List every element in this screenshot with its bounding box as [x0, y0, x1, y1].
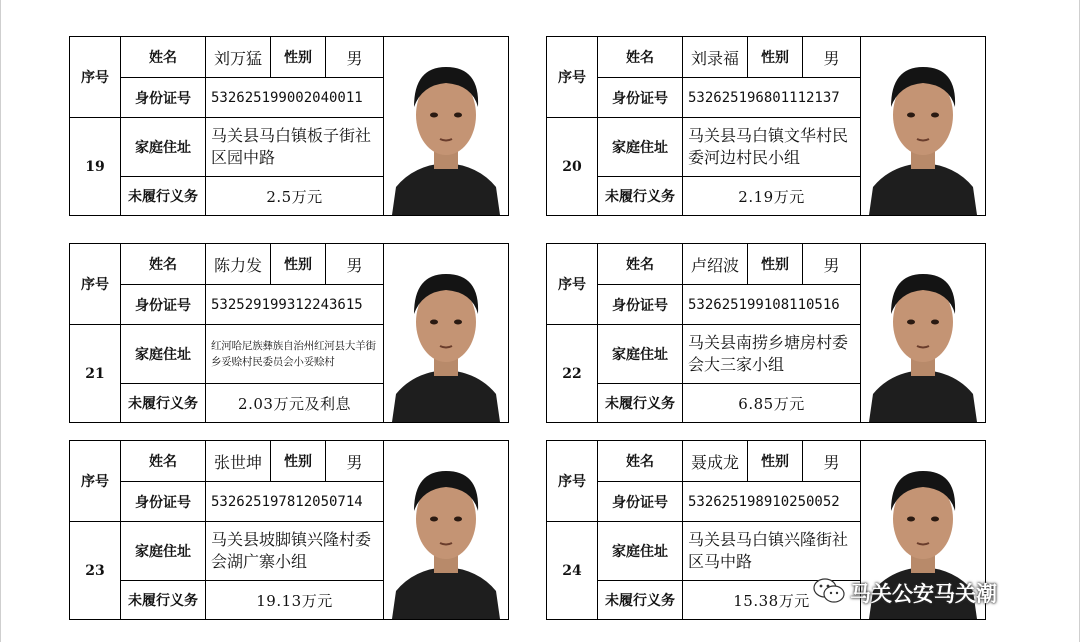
obligation-value: 2.19万元 — [683, 177, 861, 215]
gender-label: 性别 — [748, 244, 803, 285]
gender-value: 男 — [803, 37, 861, 78]
obligation-value: 15.38万元 — [683, 581, 861, 619]
address-value: 马关县马白镇文华村民委河边村民小组 — [683, 118, 861, 177]
address-label: 家庭住址 — [598, 118, 683, 177]
id-label: 身份证号 — [121, 78, 206, 118]
portrait-photo — [384, 37, 508, 215]
address-label: 家庭住址 — [121, 522, 206, 581]
gender-label: 性别 — [748, 37, 803, 78]
name-value: 刘万猛 — [206, 37, 271, 78]
name-label: 姓名 — [598, 244, 683, 285]
id-label: 身份证号 — [121, 482, 206, 522]
id-value: 532625198910250052 — [683, 482, 861, 522]
obligation-value: 2.03万元及利息 — [206, 384, 384, 422]
name-value: 卢绍波 — [683, 244, 748, 285]
address-value: 马关县坡脚镇兴隆村委会湖广寨小组 — [206, 522, 384, 581]
seq-number: 19 — [70, 118, 121, 215]
seq-number: 23 — [70, 522, 121, 619]
id-value: 532625199108110516 — [683, 285, 861, 325]
gender-value: 男 — [326, 37, 384, 78]
obligation-label: 未履行义务 — [121, 581, 206, 619]
id-value: 532625199002040011 — [206, 78, 384, 118]
obligation-value: 6.85万元 — [683, 384, 861, 422]
seq-label: 序号 — [70, 244, 121, 325]
record-card-22 — [546, 243, 986, 423]
gender-label: 性别 — [271, 244, 326, 285]
name-label: 姓名 — [121, 37, 206, 78]
address-value: 马关县马白镇板子街社区园中路 — [206, 118, 384, 177]
address-label: 家庭住址 — [598, 522, 683, 581]
address-label: 家庭住址 — [598, 325, 683, 384]
watermark — [812, 576, 997, 610]
seq-label: 序号 — [547, 37, 598, 118]
name-label: 姓名 — [598, 37, 683, 78]
gender-label: 性别 — [748, 441, 803, 482]
seq-label: 序号 — [70, 37, 121, 118]
id-value: 532625196801112137 — [683, 78, 861, 118]
portrait-photo — [861, 244, 985, 422]
id-label: 身份证号 — [598, 78, 683, 118]
name-label: 姓名 — [598, 441, 683, 482]
watermark-text: 马关公安马关潮 — [850, 582, 997, 606]
portrait-photo — [384, 441, 508, 619]
name-value: 聂成龙 — [683, 441, 748, 482]
wechat-icon — [812, 576, 846, 611]
seq-number: 22 — [547, 325, 598, 422]
id-label: 身份证号 — [598, 482, 683, 522]
name-value: 陈力发 — [206, 244, 271, 285]
address-value: 红河哈尼族彝族自治州红河县大羊街乡妥赊村民委员会小妥赊村 — [206, 325, 384, 384]
name-label: 姓名 — [121, 244, 206, 285]
page-border-left — [0, 0, 1, 642]
portrait-photo — [861, 37, 985, 215]
name-value: 张世坤 — [206, 441, 271, 482]
address-label: 家庭住址 — [121, 118, 206, 177]
record-card-19 — [69, 36, 509, 216]
gender-value: 男 — [803, 441, 861, 482]
obligation-label: 未履行义务 — [598, 177, 683, 215]
gender-value: 男 — [326, 244, 384, 285]
gender-label: 性别 — [271, 37, 326, 78]
seq-number: 20 — [547, 118, 598, 215]
obligation-value: 2.5万元 — [206, 177, 384, 215]
record-card-20 — [546, 36, 986, 216]
id-value: 532529199312243615 — [206, 285, 384, 325]
seq-number: 21 — [70, 325, 121, 422]
record-card-23 — [69, 440, 509, 620]
name-label: 姓名 — [121, 441, 206, 482]
address-value: 马关县南捞乡塘房村委会大三家小组 — [683, 325, 861, 384]
name-value: 刘录福 — [683, 37, 748, 78]
address-label: 家庭住址 — [121, 325, 206, 384]
address-value: 马关县马白镇兴隆街社区马中路 — [683, 522, 861, 581]
obligation-value: 19.13万元 — [206, 581, 384, 619]
seq-label: 序号 — [70, 441, 121, 522]
id-value: 532625197812050714 — [206, 482, 384, 522]
seq-number: 24 — [547, 522, 598, 619]
id-label: 身份证号 — [121, 285, 206, 325]
obligation-label: 未履行义务 — [598, 384, 683, 422]
gender-value: 男 — [803, 244, 861, 285]
obligation-label: 未履行义务 — [121, 177, 206, 215]
portrait-photo — [384, 244, 508, 422]
obligation-label: 未履行义务 — [121, 384, 206, 422]
gender-value: 男 — [326, 441, 384, 482]
gender-label: 性别 — [271, 441, 326, 482]
seq-label: 序号 — [547, 244, 598, 325]
id-label: 身份证号 — [598, 285, 683, 325]
obligation-label: 未履行义务 — [598, 581, 683, 619]
seq-label: 序号 — [547, 441, 598, 522]
record-card-21 — [69, 243, 509, 423]
